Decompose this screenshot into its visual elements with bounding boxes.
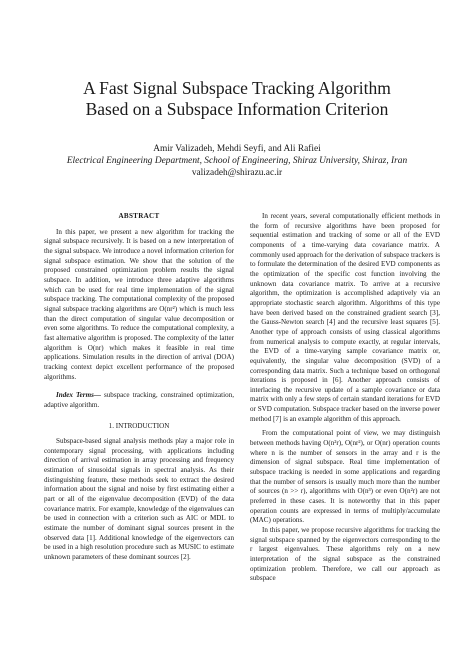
index-terms-lead: Index Terms—	[56, 391, 101, 400]
introduction-paragraph-1: Subspace-based signal analysis methods play a major role in contemporary signal processing, with applications including direction of arrival estimation in array processing and frequency estimation of sinusoidal signals in spectral analysis. As their distinguishing feature, these methods seek to extract the desired information about the signal and noise by first estimating either a part or all of the eigenvalue decomposition (EVD) of the data covariance matrix. For example, knowledge of the eigenvalues can be used in connection with a criterion such as AIC or MDL to estimate the number of dominant signal sources present in the observed data [1]. Additional knowledge of the eigenvectors can be used in a high resolution procedure such as MUSIC to estimate unknown parameters of these dominant sources [2].	[44, 437, 234, 561]
right-column	[250, 212, 440, 584]
author-affiliation: Electrical Engineering Department, School of Engineering, Shiraz University, Shiraz, Iran	[66, 156, 408, 166]
author-names: Amir Valizadeh, Mehdi Seyfi, and Ali Rafiei	[153, 144, 321, 154]
author-email: valizadeh@shirazu.ac.ir	[191, 168, 283, 178]
abstract-text: In this paper, we present a new algorithm for tracking the signal subspace recursively. It is based on a new interpretation of the signal subspace. We introduce a novel information criterion for signal subspace estimation. We show that the solution of the proposed constrained optimization problem results the signal subspace. In addition, we introduce three adaptive algorithms which can be used for real time implementation of the signal subspace tracking. The computational complexity of the proposed signal subspace tracking algorithms are O(nr²) which is much less than the direct computation of singular value decomposition or even some algorithms. To reduce the computational complexity, a fast alternative algorithm is proposed. The complexity of the latter algorithm is O(nr) which makes it feasible in real time applications. Simulation results in the direction of arrival (DOA) tracking context depict excellent performance of the proposed algorithms.	[44, 227, 234, 381]
left-column	[44, 212, 234, 563]
right-paragraph-2: From the computational point of view, we may distinguish between methods having O(n²r), O(nr²), or O(nr) operation counts where n is the number of sensors in the array and r is the dimension of signal subspace. Real time implementation of subspace tracking is needed in some applications and regarding that the number of sensors is usually much more than the number of sources (n >> r), algorithms with O(n³) or even O(n²r) are not preferred in these cases. It is noteworthy that in this paper operation counts are expressed in terms of multiply/accumulate (MAC) operations.	[250, 429, 440, 525]
introduction-heading: 1. INTRODUCTION	[108, 422, 170, 431]
title-line-2: Based on a Subspace Information Criterion	[85, 99, 389, 119]
paper-title	[40, 78, 434, 120]
title-line-1: A Fast Signal Subspace Tracking Algorithm	[83, 78, 391, 98]
abstract-heading: ABSTRACT	[118, 212, 160, 220]
index-terms	[44, 391, 234, 410]
right-paragraph-1: In recent years, several computationally efficient methods in the form of recursive algorithms have been proposed for sequential estimation and tracking of some or all of the EVD components of a time-varying data covariance matrix. A commonly used approach for the derivation of subspace trackers is to formulate the determination of the desired EVD components as the optimization of the specific cost function involving the unknown data covariance matrix. To arrive at a recursive algorithm, the optimization is accomplished adaptively via an appropriate stochastic search algorithm. Algorithms of this type have been derived based on the constrained gradient search [3], the Gauss-Newton search [4] and the recursive least squares [5]. Another type of approach consists of using classical algorithms from numerical analysis to compute exactly, at regular intervals, the EVD of a time-varying sample covariance matrix or, equivalently, the singular value decomposition (SVD) of a corresponding data matrix. Such a technique based on orthogonal iterations is proposed in [6]. Another approach consists of interlacing the recursive update of a sample covariance or data matrix with only a few steps of certain standard iterations for EVD or SVD computation. Subspace tracker based on the inverse power method [7] is an example algorithm of this approach.	[250, 212, 440, 423]
right-paragraph-3: In this paper, we propose recursive algorithms for tracking the signal subspace spanned by the eigenvectors corresponding to the r largest eigenvalues. These algorithms rely on a new interpretation of the signal subspace as the constrained optimization problem. Therefore, we call our approach as subspace	[250, 526, 440, 583]
author-block	[40, 143, 434, 179]
index-terms-text: subspace tracking, constrained optimization, adaptive algorithm.	[44, 391, 234, 409]
